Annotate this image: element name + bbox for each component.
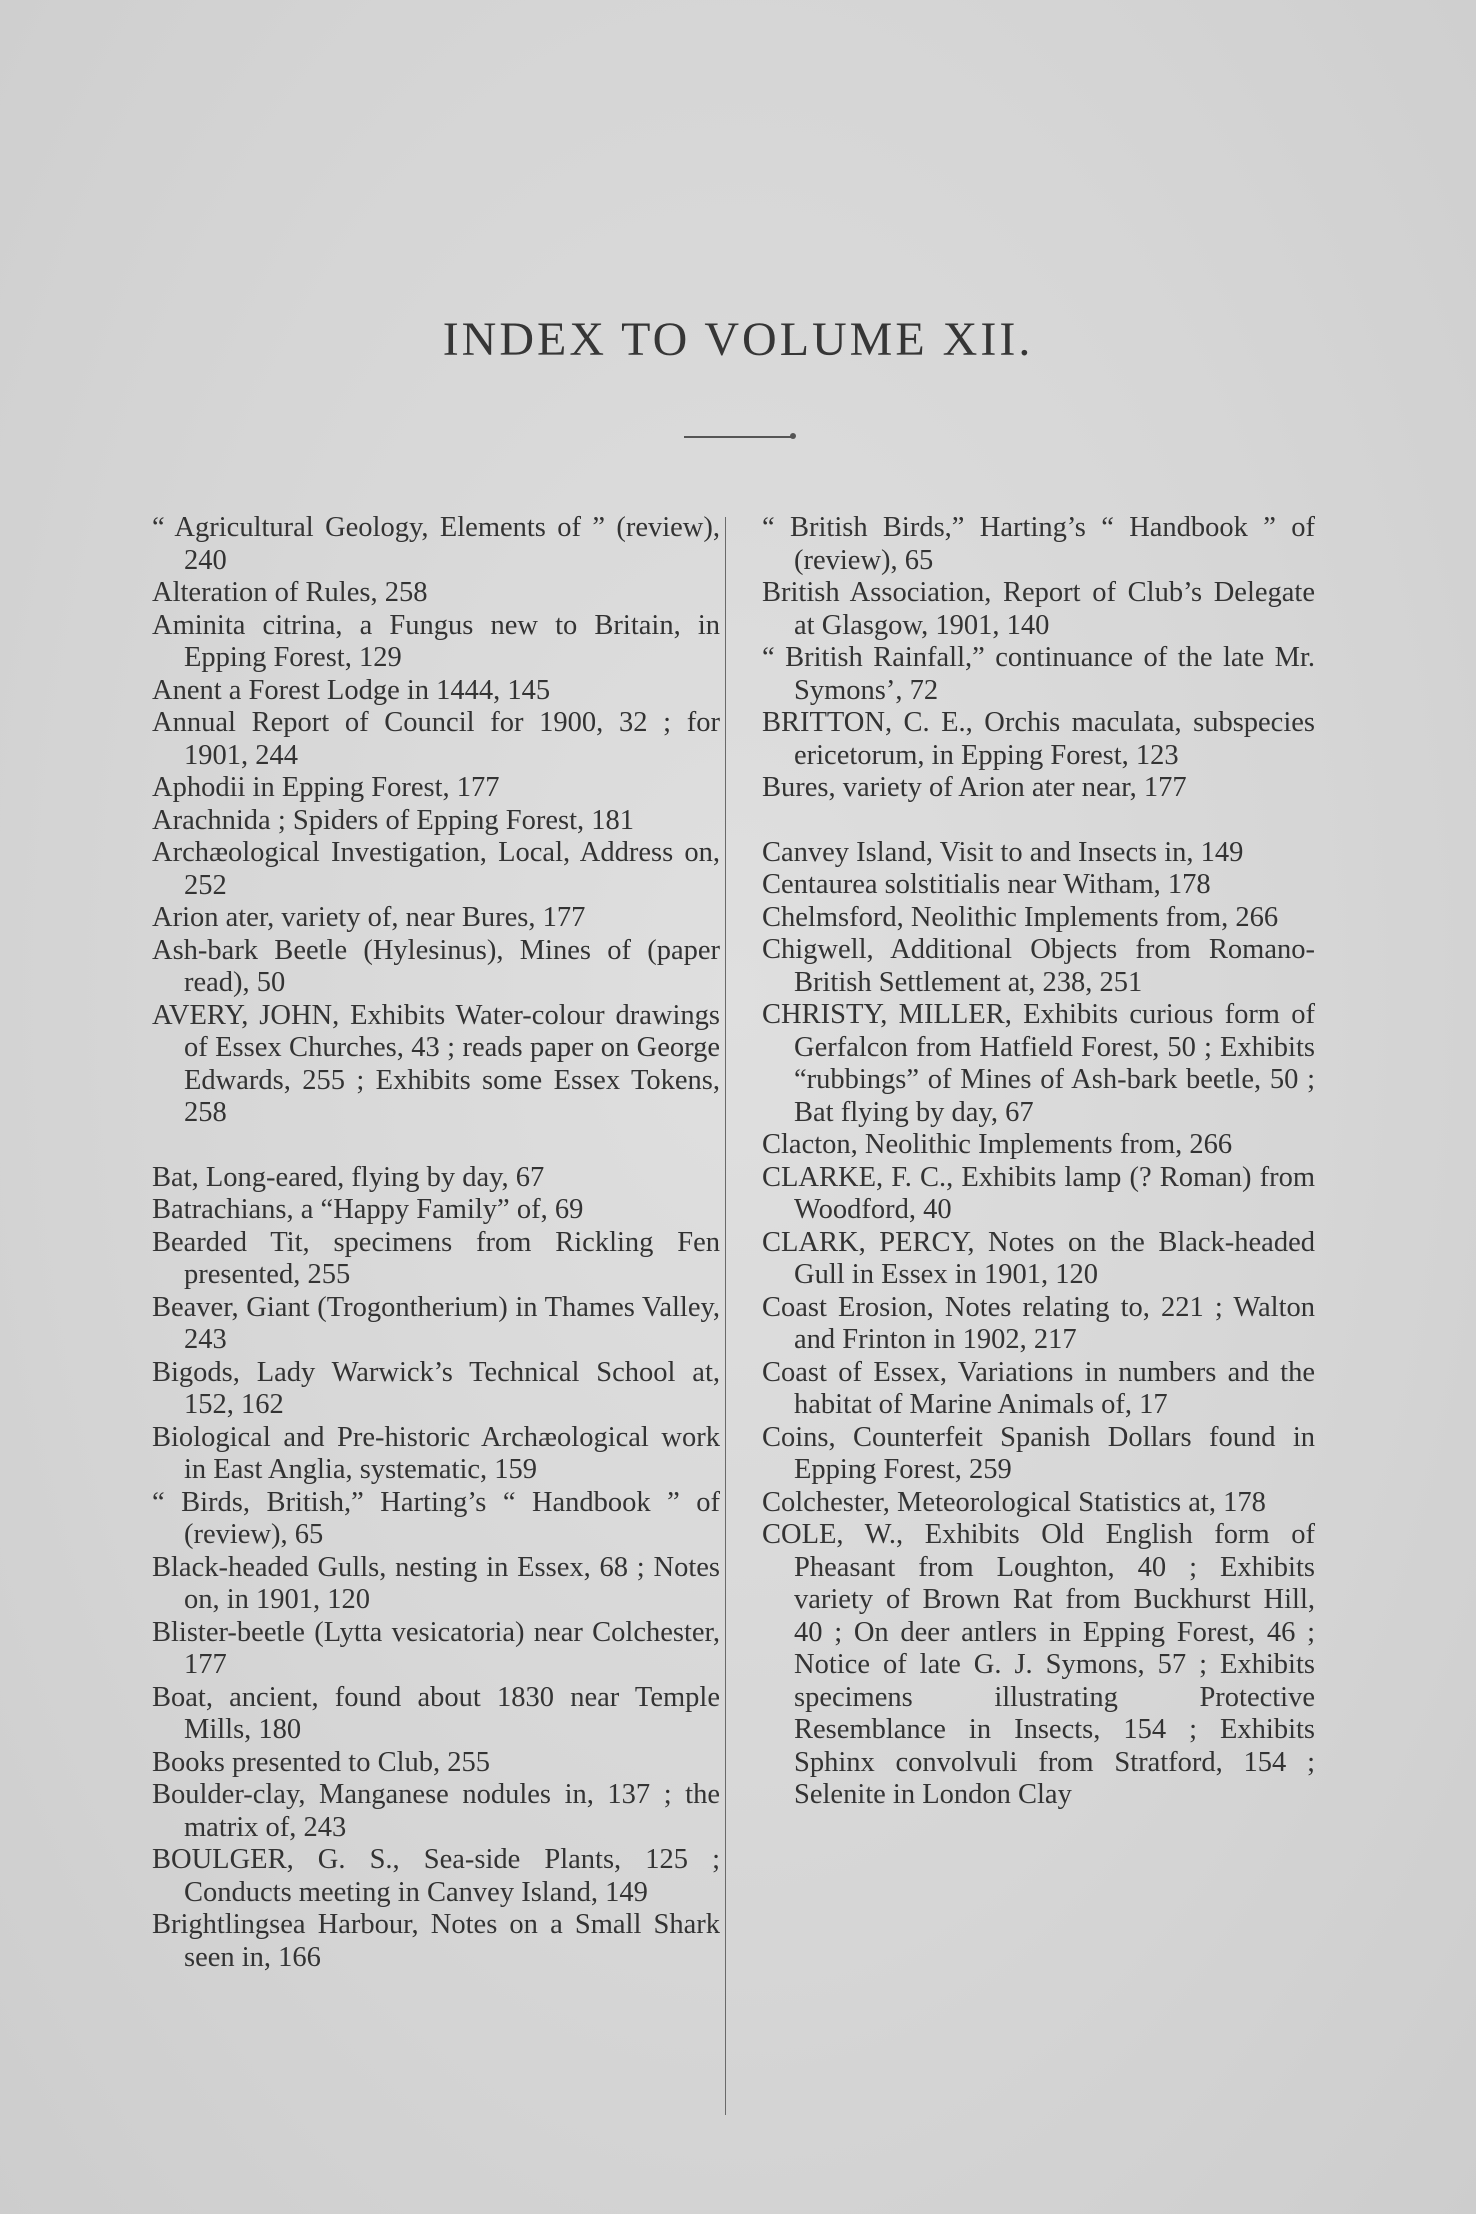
index-entry: Arachnida ; Spiders of Epping Forest, 181 <box>152 804 635 836</box>
index-entry: Bigods, Lady Warwick’s Technical School at, 152, 162 <box>152 1356 720 1420</box>
index-entry: Aminita citrina, a Fungus new to Britain, in Epping Forest, 129 <box>152 609 720 673</box>
index-entry: British Association, Report of Club’s Delegate at Glasgow, 1901, 140 <box>762 577 1315 641</box>
index-entry: Boat, ancient, found about 1830 near Temple Mills, 180 <box>152 1681 720 1745</box>
index-column-right <box>762 512 1315 1812</box>
index-entry: “ British Birds,” Harting’s “ Handbook ” of (review), 65 <box>762 512 1315 576</box>
index-entry: Centaurea solstitialis near Witham, 178 <box>762 869 1211 900</box>
index-entry: Clacton, Neolithic Implements from, 266 <box>762 1129 1233 1160</box>
column-divider <box>725 517 726 2115</box>
index-entry: Chelmsford, Neolithic Implements from, 266 <box>762 901 1279 933</box>
index-entry: BOULGER, G. S., Sea-side Plants, 125 ; Conducts meeting in Canvey Island, 149 <box>152 1844 720 1908</box>
index-entry: Bat, Long-eared, flying by day, 67 <box>152 1161 545 1193</box>
index-entry: Coast of Essex, Variations in numbers and the habitat of Marine Animals of, 17 <box>762 1356 1315 1420</box>
index-entry: Books presented to Club, 255 <box>152 1746 491 1778</box>
index-entry: Batrachians, a “Happy Family” of, 69 <box>152 1194 584 1225</box>
index-entry: Coins, Counterfeit Spanish Dollars found in Epping Forest, 259 <box>762 1421 1315 1485</box>
index-entry: AVERY, JOHN, Exhibits Water-colour drawings of Essex Churches, 43 ; reads paper on George Edwards, 255 ; Exhibits some Essex Tokens, 258 <box>152 999 720 1128</box>
index-entry: CLARK, PERCY, Notes on the Black-headed Gull in Essex in 1901, 120 <box>762 1226 1315 1290</box>
index-entry: CHRISTY, MILLER, Exhibits curious form of Gerfalcon from Hatfield Forest, 50 ; Exhibits “rubbings” of Mines of Ash-bark beetle, 50 ; Bat flying by day, 67 <box>762 999 1315 1128</box>
index-entry: Colchester, Meteorological Statistics at, 178 <box>762 1486 1266 1518</box>
index-entry: “ Birds, British,” Harting’s “ Handbook ” of (review), 65 <box>152 1486 720 1550</box>
index-entry: Bearded Tit, specimens from Rickling Fen presented, 255 <box>152 1226 720 1290</box>
index-entry: Brightlingsea Harbour, Notes on a Small Shark seen in, 166 <box>152 1909 720 1973</box>
index-entry: Beaver, Giant (Trogontherium) in Thames Valley, 243 <box>152 1291 720 1355</box>
index-entry: Biological and Pre-historic Archæological work in East Anglia, systematic, 159 <box>152 1421 720 1485</box>
index-entry: Boulder-clay, Manganese nodules in, 137 ; the matrix of, 243 <box>152 1779 720 1843</box>
index-entry: “ Agricultural Geology, Elements of ” (review), 240 <box>152 512 720 576</box>
index-entry: BRITTON, C. E., Orchis maculata, subspecies ericetorum, in Epping Forest, 123 <box>762 707 1315 771</box>
index-entry: Annual Report of Council for 1900, 32 ; for 1901, 244 <box>152 707 720 771</box>
index-entry: Ash-bark Beetle (Hylesinus), Mines of (paper read), 50 <box>152 934 720 998</box>
index-entry: Bures, variety of Arion ater near, 177 <box>762 772 1187 803</box>
index-entry: Archæological Investigation, Local, Address on, 252 <box>152 837 720 901</box>
index-column-left <box>152 512 720 1974</box>
index-entry: Canvey Island, Visit to and Insects in, 149 <box>762 836 1244 868</box>
index-entry: CLARKE, F. C., Exhibits lamp (? Roman) from Woodford, 40 <box>762 1161 1315 1225</box>
title-ornament-rule <box>684 436 794 438</box>
index-entry: Black-headed Gulls, nesting in Essex, 68 ; Notes on, in 1901, 120 <box>152 1551 720 1615</box>
index-entry: Coast Erosion, Notes relating to, 221 ; Walton and Frinton in 1902, 217 <box>762 1291 1315 1355</box>
index-entry: Alteration of Rules, 258 <box>152 577 428 608</box>
page-title: INDEX TO VOLUME XII. <box>442 313 1034 366</box>
index-entry: “ British Rainfall,” continuance of the late Mr. Symons’, 72 <box>762 642 1315 706</box>
index-entry: Chigwell, Additional Objects from Romano-British Settlement at, 238, 251 <box>762 934 1315 998</box>
index-entry: COLE, W., Exhibits Old English form of Pheasant from Loughton, 40 ; Exhibits variety of Brown Rat from Buckhurst Hill, 40 ; On deer antlers in Epping Forest, 46 ; Notice of late G. J. Symons, 57 ; Exhibits specimens illustrating Protective Resemblance in Insects, 154 ; Exhibits Sphinx convolvuli from Stratford, 154 ; Selenite in London Clay <box>762 1519 1315 1810</box>
index-entry: Anent a Forest Lodge in 1444, 145 <box>152 674 551 706</box>
index-entry: Blister-beetle (Lytta vesicatoria) near Colchester, 177 <box>152 1616 720 1680</box>
index-entry: Aphodii in Epping Forest, 177 <box>152 772 500 803</box>
index-entry: Arion ater, variety of, near Bures, 177 <box>152 902 586 933</box>
